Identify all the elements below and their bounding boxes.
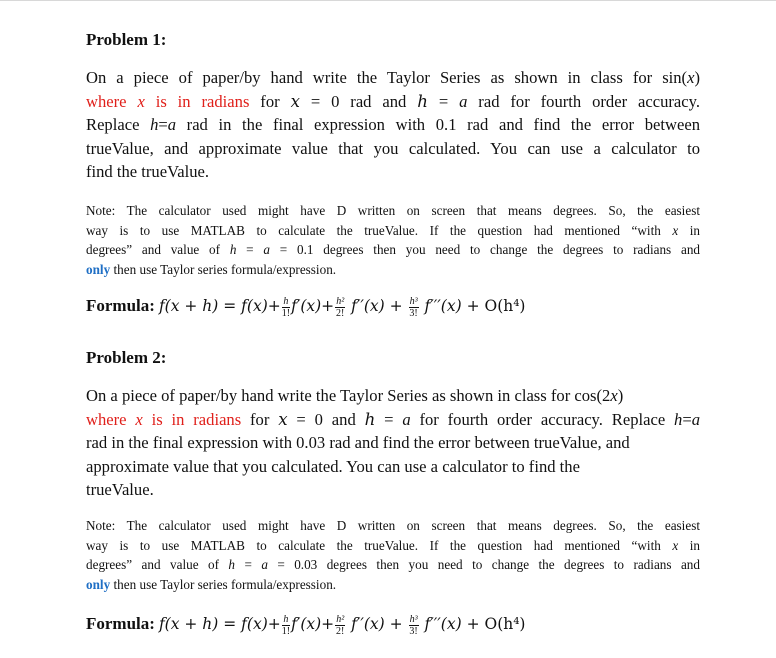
- p1-line-2: where x is in radians for x = 0 rad and h = a rad for fourth order accuracy.: [86, 91, 701, 111]
- formula-lhs: f(x + h) = f(x)+: [158, 297, 281, 316]
- problem1-formula: [86, 296, 525, 330]
- p2-note-line-2: way is to use MATLAB to calculate the trueValue. If the question had mentioned “with x in: [86, 537, 701, 553]
- p2-line-1: On a piece of paper/by hand write the Taylor Series as shown in class for cos(2x): [86, 386, 624, 405]
- frac-h-3-2: $\frac{\text{h³}}{3!}$: [409, 614, 418, 637]
- p2-note-line-3: degrees” and value of h = a = 0.03 degrees then you need to change the degrees to radians and: [86, 557, 700, 572]
- p2-note-line-4: only then use Taylor series formula/expression.: [86, 576, 337, 592]
- formula-order: O(h⁴): [484, 297, 526, 316]
- frac-h-2: $\frac{\text{h²}}{2!}$: [336, 296, 345, 319]
- radians-highlight-2: where x is in radians: [86, 409, 242, 429]
- formula-term1-2: f′(x)+: [291, 615, 335, 634]
- problem2-title: Problem 2:: [86, 348, 167, 367]
- frac-h-1-2: $\frac{h}{1!}$: [281, 614, 291, 637]
- formula-term2: f′′(x) +: [346, 297, 408, 316]
- formula-term3: f′′′(x) +: [419, 297, 485, 316]
- problem1-paragraph: [86, 66, 700, 184]
- p2-line-5: trueValue.: [86, 480, 154, 500]
- p2-line-2: where x is in radians for x = 0 and h = a for fourth order accuracy. Replace h=a: [86, 409, 700, 429]
- only-emphasis: only: [86, 261, 111, 277]
- formula-lhs-2: f(x + h) = f(x)+: [158, 615, 281, 634]
- p1-note-line-4: only then use Taylor series formula/expression.: [86, 261, 337, 277]
- radians-highlight: where x is in radians: [86, 91, 250, 111]
- p2-line-3: rad in the final expression with 0.03 rad and find the error between trueValue, and: [86, 433, 630, 453]
- only-emphasis-2: only: [86, 576, 111, 592]
- p1-line-1: On a piece of paper/by hand write the Taylor Series as shown in class for sin(x): [86, 68, 700, 87]
- problem2-note: [86, 516, 700, 594]
- p1-note-line-3: degrees” and value of h = a = 0.1 degrees then you need to change the degrees to radians and: [86, 242, 701, 257]
- problem1-note: [86, 201, 700, 279]
- problem2-formula: [86, 614, 525, 648]
- formula-label-2: Formula:: [86, 614, 155, 634]
- p1-note-line-1: Note: The calculator used might have D written on screen that means degrees. So, the easiest: [86, 203, 700, 218]
- formula-term2-2: f′′(x) +: [346, 615, 408, 634]
- p2-line-4: approximate value that you calculated. You can use a calculator to find the: [86, 456, 580, 476]
- p1-line-4: trueValue, and approximate value that you calculated. You can use a calculator to: [86, 138, 700, 158]
- formula-order-2: O(h⁴): [484, 615, 526, 634]
- frac-h-3: $\frac{\text{h³}}{3!}$: [409, 296, 418, 319]
- p1-note-line-2: way is to use MATLAB to calculate the trueValue. If the question had mentioned “with x in: [86, 222, 701, 238]
- p1-line-3: Replace h=a rad in the final expression with 0.1 rad and find the error between: [86, 115, 700, 135]
- formula-label: Formula:: [86, 296, 155, 316]
- problem1-title: Problem 1:: [86, 30, 167, 49]
- top-border: [0, 0, 776, 1]
- p1-line-5: find the trueValue.: [86, 162, 210, 182]
- problem2-paragraph: [86, 384, 700, 502]
- formula-term1: f′(x)+: [291, 297, 335, 316]
- frac-h-2-2: $\frac{\text{h²}}{2!}$: [336, 614, 345, 637]
- p2-note-line-1: Note: The calculator used might have D written on screen that means degrees. So, the easiest: [86, 518, 700, 533]
- frac-h-1: $\frac{h}{1!}$: [281, 296, 291, 319]
- formula-term3-2: f′′′(x) +: [419, 615, 485, 634]
